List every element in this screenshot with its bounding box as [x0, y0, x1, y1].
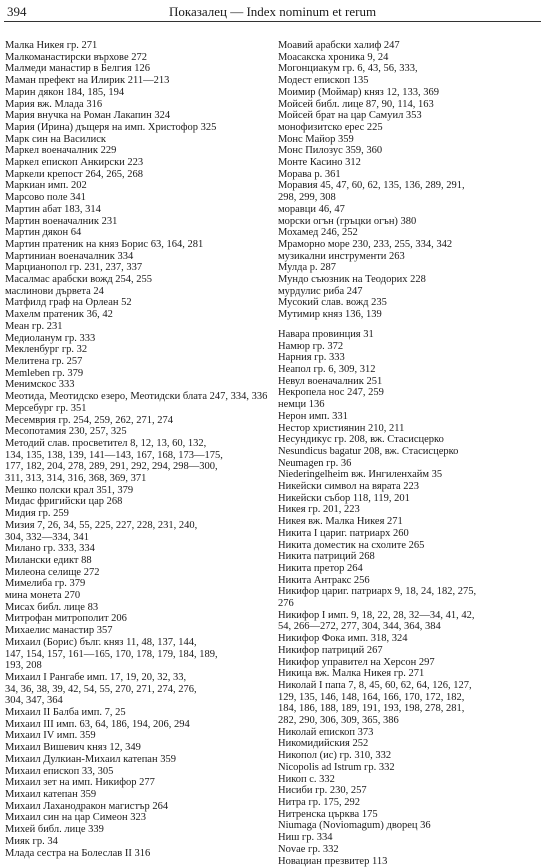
index-entry: Меотида, Меотидско езеро, Меотидски блата 247, 334, 336: [5, 391, 268, 403]
index-entry: Михаил Дулкиан-Михаил катепан 359: [5, 753, 176, 765]
index-entry: 129, 135, 146, 148, 164, 166, 170, 172, 182,: [278, 691, 465, 703]
index-entry: Марк син на Василиск: [5, 133, 106, 145]
index-entry: Модест епископ 135: [278, 75, 369, 87]
index-entry: Маркиан имп. 202: [5, 180, 87, 192]
index-entry: Никейски събор 118, 119, 201: [278, 492, 410, 504]
index-entry: Мохамед 246, 252: [278, 227, 358, 239]
index-entry: Михаелис манастир 357: [5, 625, 113, 637]
index-entry: 304, 347, 364: [5, 695, 63, 707]
index-entry: Мартин дякон 64: [5, 227, 82, 239]
index-entry: Михаил катепан 359: [5, 789, 97, 800]
index-entry: Михаил I Рангабе имп. 17, 19, 20, 32, 33,: [5, 671, 187, 683]
index-entry: Мидас фригийски цар 268: [5, 496, 123, 508]
index-entry: Малмеди манастир в Белгия 126: [5, 63, 150, 75]
index-entry: Менимскос 333: [5, 379, 75, 391]
index-entry: Мисах библ. лице 83: [5, 601, 99, 613]
index-entry: Мундо съюзник на Теодорих 228: [278, 274, 426, 286]
index-entry: Некропела нос 247, 259: [278, 387, 384, 399]
index-entry: Маркел военачалник 229: [5, 145, 117, 157]
index-entry: Маман префект на Илирик 211—213: [5, 75, 170, 87]
index-entry: 147, 154, 157, 161—165, 170, 178, 179, 184, 189,: [5, 648, 218, 660]
index-entry: Мекленбург гр. 32: [5, 344, 88, 356]
index-entry: Малка Никея гр. 271: [5, 40, 98, 51]
index-entry: Моавий арабски халиф 247: [278, 40, 400, 51]
index-entry: Niumaga (Noviomagum) дворец 36: [278, 820, 431, 832]
index-entry: Никомидийския 252: [278, 738, 369, 750]
index-entry: Медиоланум гр. 333: [5, 332, 96, 344]
index-entry: Никея вж. Малка Никея 271: [278, 516, 403, 528]
index-column-left: [5, 40, 268, 859]
index-entry: Милано гр. 333, 334: [5, 543, 95, 555]
index-entry: Нитренска църква 175: [278, 808, 378, 820]
index-entry: Михаил син на цар Симеон 323: [5, 812, 146, 824]
index-entry: Nesundicus bagatur 208, вж. Стасисцерко: [278, 445, 459, 457]
index-entry: Марин дякон 184, 185, 194: [5, 86, 125, 98]
index-entry: Морава р. 361: [278, 168, 341, 180]
index-entry: Навара провинция 31: [278, 328, 374, 340]
index-entry: Мешко полски крал 351, 379: [5, 484, 134, 496]
index-entry: Мойсей брат на цар Самуил 353: [278, 110, 422, 122]
index-entry: Никита Антракс 256: [278, 574, 370, 586]
index-entry: Мария внучка на Роман Лакапин 324: [5, 110, 171, 122]
index-entry: Мартин абат 183, 314: [5, 203, 101, 215]
index-entry: Моасакска хроника 9, 24: [278, 51, 389, 63]
index-entry: немци 136: [278, 399, 325, 411]
index-entry: Neumagen гр. 36: [278, 457, 352, 469]
index-entry: Невул военачалник 251: [278, 375, 383, 387]
index-entry: Мулда р. 287: [278, 262, 336, 274]
running-title: Показалец — Index nominum et rerum: [168, 4, 377, 19]
index-entry: 311, 313, 314, 316, 368, 369, 371: [5, 473, 147, 485]
index-entry: Новациан презвитер 113: [278, 855, 388, 867]
index-entry: Мелитена гр. 257: [5, 355, 83, 367]
index-entry: Михаил (Борис) бълг. княз 11, 48, 137, 144,: [5, 636, 197, 648]
index-entry: морски огън (гръцки огън) 380: [278, 215, 417, 227]
index-entry: Niederingelheim вж. Ингиленхайм 35: [278, 469, 443, 481]
index-entry: Никифор Фока имп. 318, 324: [278, 633, 408, 645]
index-entry: Мраморно море 230, 233, 255, 334, 342: [278, 238, 453, 250]
index-entry: Никица вж. Малка Никея гр. 271: [278, 668, 425, 680]
index-entry: Нисиби гр. 230, 257: [278, 785, 367, 797]
index-entry: 34, 36, 38, 39, 42, 54, 55, 270, 271, 274, 276,: [5, 683, 197, 695]
index-entry: Николай I папа 7, 8, 45, 60, 62, 64, 126, 127,: [278, 679, 472, 691]
index-entry: Млада сестра на Болеслав II 316: [5, 847, 151, 859]
index-entry: Малкоманастирски върхове 272: [5, 51, 147, 63]
index-entry: Михаил Вишевич княз 12, 349: [5, 742, 141, 754]
index-entry: 184, 186, 188, 189, 191, 193, 198, 278, 281,: [278, 703, 465, 715]
index-entry: 276: [278, 598, 294, 610]
index-entry: Могонциакум гр. 6, 43, 56, 333,: [278, 63, 418, 75]
index-entry: Несундикус гр. 208, вж. Стасисцерко: [278, 434, 444, 446]
index-entry: Михаил IV имп. 359: [5, 730, 96, 742]
index-entry: Никита доместик на схолите 265: [278, 539, 425, 551]
index-entry: Мизия 7, 26, 34, 55, 225, 227, 228, 231, 240,: [5, 519, 198, 531]
index-entry: Никифор I имп. 9, 18, 22, 28, 32—34, 41, 42,: [278, 609, 475, 621]
index-entry: Мутимир княз 136, 139: [278, 309, 382, 321]
index-entry: Нарния гр. 333: [278, 352, 345, 364]
index-entry: музикални инструменти 263: [278, 250, 405, 262]
index-entry: Марцианопол гр. 231, 237, 337: [5, 262, 143, 274]
index-entry: Нерон имп. 331: [278, 410, 348, 422]
index-entry: Мартин пратеник на княз Борис 63, 164, 281: [5, 238, 204, 250]
index-entry: мина монета 270: [5, 590, 81, 602]
index-entry: Моимир (Моймар) княз 12, 133, 369: [278, 86, 439, 98]
index-entry: Нитра гр. 175, 292: [278, 797, 361, 808]
index-entry: Нестор християнин 210, 211: [278, 422, 405, 434]
index-entry: Месемврия гр. 254, 259, 262, 271, 274: [5, 414, 174, 426]
index-entry: Мияк гр. 34: [5, 835, 58, 847]
index-entry: Масалмас арабски вожд 254, 255: [5, 274, 153, 286]
page-number: 394: [7, 4, 27, 19]
index-entry: Николай епископ 373: [278, 726, 374, 738]
index-entry: Novae гр. 332: [278, 843, 339, 855]
index-column-right: [278, 40, 540, 867]
index-entry: Моравия 45, 47, 60, 62, 135, 136, 289, 291,: [278, 180, 465, 192]
index-entry: Никита патриций 268: [278, 551, 375, 563]
index-entry: Неапол гр. 6, 309, 312: [278, 363, 376, 375]
index-entry: Марсово поле 341: [5, 192, 86, 204]
index-entry: Никита претор 264: [278, 562, 363, 574]
index-entry: 134, 135, 138, 139, 141—143, 167, 168, 173—175,: [5, 449, 223, 461]
index-entry: Михаил Лаханодракон магистър 264: [5, 800, 169, 812]
index-entry: Мидия гр. 259: [5, 508, 69, 520]
index-entry: Матфилд граф на Орлеан 52: [5, 297, 132, 309]
index-entry: Никифор патриций 267: [278, 644, 383, 656]
index-entry: Nicopolis ad Istrum гр. 332: [278, 761, 395, 773]
index-entry: Митрофан митрополит 206: [5, 613, 127, 625]
index-entry: Милански едикт 88: [5, 554, 92, 566]
index-entry: Михаил зет на имп. Никифор 277: [5, 777, 155, 789]
index-entry: Ниш гр. 334: [278, 832, 333, 844]
index-entry: Никея гр. 201, 223: [278, 504, 360, 516]
index-entry: монофизитско ерес 225: [278, 121, 383, 133]
index-entry: Монс Майор 359: [278, 133, 354, 145]
index-entry: Никифор управител на Херсон 297: [278, 656, 435, 668]
index-entry: Маркел епископ Анкирски 223: [5, 157, 144, 169]
index-entry: Методий слав. просветител 8, 12, 13, 60, 132,: [5, 437, 207, 449]
index-entry: 304, 332—334, 341: [5, 531, 89, 543]
index-entry: моравци 46, 47: [278, 203, 345, 215]
index-entry: 193, 208: [5, 660, 42, 672]
index-entry: Намюр гр. 372: [278, 340, 344, 352]
index-entry: Мартиниан военачалник 334: [5, 250, 134, 262]
index-entry: Никопол (ис) гр. 310, 332: [278, 750, 392, 762]
index-entry: Никита I цариг. патриарх 260: [278, 527, 409, 539]
index-entry: Никифор цариг. патриарх 9, 18, 24, 182, 275,: [278, 586, 477, 598]
index-entry: Месопотамия 230, 257, 325: [5, 426, 127, 438]
index-entry: Меан гр. 231: [5, 320, 63, 332]
index-entry: Мойсей библ. лице 87, 90, 114, 163: [278, 98, 434, 110]
index-entry: Михаил II Балба имп. 7, 25: [5, 707, 126, 719]
index-entry: 298, 299, 308: [278, 192, 336, 204]
index-entry: Мусокий слав. вожд 235: [278, 297, 387, 309]
index-entry: 54, 266—272, 277, 304, 344, 364, 384: [278, 621, 441, 633]
index-entry: Мария (Ирина) дъщеря на имп. Христофор 325: [5, 121, 217, 133]
index-entry: Мерсебург гр. 351: [5, 402, 87, 414]
index-entry: 177, 182, 204, 278, 289, 291, 292, 294, 298—300,: [5, 461, 218, 473]
index-entry: Милеона селище 272: [5, 566, 100, 578]
index-entry: Михей библ. лице 339: [5, 824, 104, 836]
index-entry: маслинови дървета 24: [5, 285, 104, 297]
index-entry: Никоп с. 332: [278, 773, 335, 785]
index-entry: мурдулис риба 247: [278, 285, 363, 297]
index-entry: Монте Касино 312: [278, 157, 361, 169]
index-entry: Мартин военачалник 231: [5, 215, 118, 227]
index-entry: Михаил III имп. 63, 64, 186, 194, 206, 294: [5, 718, 190, 730]
index-entry: Никейски символ на вярата 223: [278, 481, 420, 493]
index-entry: Монс Пилозус 359, 360: [278, 145, 383, 157]
index-entry: [278, 321, 540, 329]
index-entry: Memleben гр. 379: [5, 367, 84, 379]
page-header: [4, 3, 541, 22]
index-entry: Мимелиба гр. 379: [5, 578, 86, 590]
index-entry: Мария вж. Млада 316: [5, 98, 103, 110]
index-entry: Маркели крепост 264, 265, 268: [5, 168, 143, 180]
index-entry: Михаил епископ 33, 305: [5, 765, 114, 777]
index-entry: Махелм пратеник 36, 42: [5, 309, 113, 321]
index-entry: 282, 290, 306, 309, 365, 386: [278, 715, 399, 727]
